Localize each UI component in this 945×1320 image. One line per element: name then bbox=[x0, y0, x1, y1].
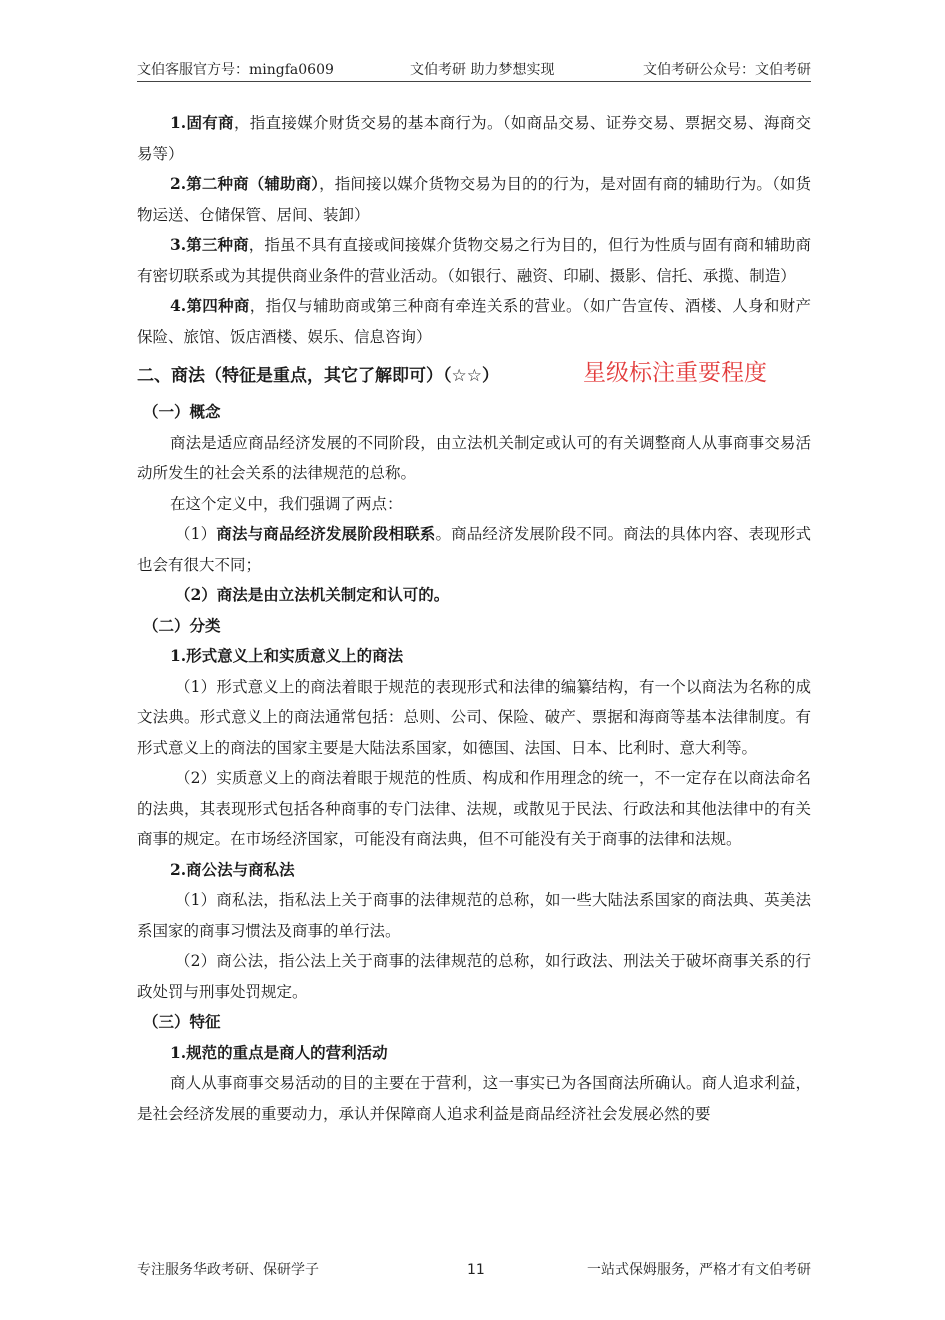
header-slogan: 文伯考研 助力梦想实现 bbox=[410, 62, 555, 78]
concept-emphasis-intro: 在这个定义中，我们强调了两点： bbox=[170, 494, 403, 513]
subheading-profit-activity bbox=[137, 1038, 811, 1069]
item-1 bbox=[137, 108, 811, 169]
header-divider bbox=[137, 81, 811, 82]
formal-law-paragraph: （1）形式意义上的商法着眼于规范的表现形式和法律的编纂结构，有一个以商法为名称的成文法典。形式意义上的商法通常包括：总则、公司、保险、破产、票据和海商等基本法律制度。有形式意义上的商法的国家主要是大陆法系国家，如德国、法国、日本、比利时、意大利等。 bbox=[137, 677, 811, 757]
concept-point-2 bbox=[137, 580, 811, 611]
item-term: 3.第三种商 bbox=[170, 235, 249, 254]
item-term: 4.第四种商 bbox=[170, 296, 250, 315]
heading-classification: （二）分类 bbox=[143, 615, 221, 635]
subheading-text: 1.形式意义上和实质意义上的商法 bbox=[170, 646, 404, 665]
substantive-law-paragraph: （2）实质意义上的商法着眼于规范的性质、构成和作用理念的统一，不一定存在以商法命名的法典，其表现形式包括各种商事的专门法律、法规，或散见于民法、行政法和其他法律中的有关商事的规定。在市场经济国家，可能没有商法典，但不可能没有关于商事的法律和法规。 bbox=[137, 769, 811, 848]
page-number: 11 bbox=[467, 1262, 485, 1278]
point-text: 。商品经济发展阶段不同。商法的具体内容、表现形式也会有很大不同； bbox=[137, 525, 811, 574]
private-law-paragraph: （1）商私法，指私法上关于商事的法律规范的总称，如一些大陆法系国家的商法典、英美法系国家的商事习惯法及商事的单行法。 bbox=[137, 891, 811, 940]
item-4 bbox=[137, 291, 811, 352]
subheading-formal-substantive bbox=[137, 641, 811, 672]
concept-point-1 bbox=[137, 519, 811, 580]
concept-paragraph: 商法是适应商品经济发展的不同阶段，由立法机关制定或认可的有关调整商人从事商事交易活动所发生的社会关系的法律规范的总称。 bbox=[137, 433, 811, 482]
item-3 bbox=[137, 230, 811, 291]
subheading-text: 1.规范的重点是商人的营利活动 bbox=[170, 1042, 388, 1062]
point-label: （1） bbox=[175, 525, 217, 543]
section-heading-commercial-law bbox=[137, 360, 811, 388]
item-text: ，指仅与辅助商或第三种商有牵连关系的营业。（如广告宣传、酒楼、人身和财产保险、旅馆、饭店酒楼、娱乐、信息咨询） bbox=[137, 297, 811, 346]
item-text: ，指直接媒介财货交易的基本商行为。（如商品交易、证券交易、票据交易、海商交易等） bbox=[137, 114, 811, 163]
item-term: 1.固有商 bbox=[170, 113, 234, 132]
item-2 bbox=[137, 169, 811, 230]
page-footer bbox=[137, 1259, 811, 1281]
page-header bbox=[137, 60, 811, 80]
heading-concept: （一）概念 bbox=[143, 402, 221, 421]
footer-left-slogan: 专注服务华政考研、保研学子 bbox=[137, 1262, 319, 1278]
public-law-paragraph: （2）商公法，指公法上关于商事的法律规范的总称，如行政法、刑法关于破坏商事关系的行政处罚与刑事处罚规定。 bbox=[137, 952, 811, 1001]
point-bold: （2）商法是由立法机关制定和认可的。 bbox=[175, 585, 450, 604]
annotation-note: 星级标注重要程度 bbox=[583, 360, 767, 386]
point-bold: 商法与商品经济发展阶段相联系 bbox=[216, 524, 436, 543]
header-service-account: 文伯客服官方号：mingfa0609 bbox=[137, 62, 334, 78]
footer-right-slogan: 一站式保姆服务，严格才有文伯考研 bbox=[587, 1262, 811, 1278]
document-body bbox=[137, 108, 811, 1129]
header-wechat-account: 文伯考研公众号：文伯考研 bbox=[643, 62, 811, 78]
heading-features: （三）特征 bbox=[143, 1012, 221, 1031]
section-title: 二、商法（特征是重点，其它了解即可）（☆☆） bbox=[137, 366, 499, 386]
item-text: ，指间接以媒介货物交易为目的的行为，是对固有商的辅助行为。（如货物运送、仓储保管、居间、装卸） bbox=[137, 175, 811, 224]
item-term: 2.第二种商（辅助商） bbox=[170, 174, 320, 193]
subheading-public-private bbox=[137, 855, 811, 886]
subheading-text: 2.商公法与商私法 bbox=[170, 859, 295, 879]
features-paragraph: 商人从事商事交易活动的目的主要在于营利，这一事实已为各国商法所确认。商人追求利益，是社会经济发展的重要动力，承认并保障商人追求利益是商品经济社会发展必然的要 bbox=[137, 1074, 811, 1123]
item-text: ，指虽不具有直接或间接媒介货物交易之行为目的，但行为性质与固有商和辅助商有密切联系或为其提供商业条件的营业活动。（如银行、融资、印刷、摄影、信托、承揽、制造） bbox=[137, 236, 811, 285]
